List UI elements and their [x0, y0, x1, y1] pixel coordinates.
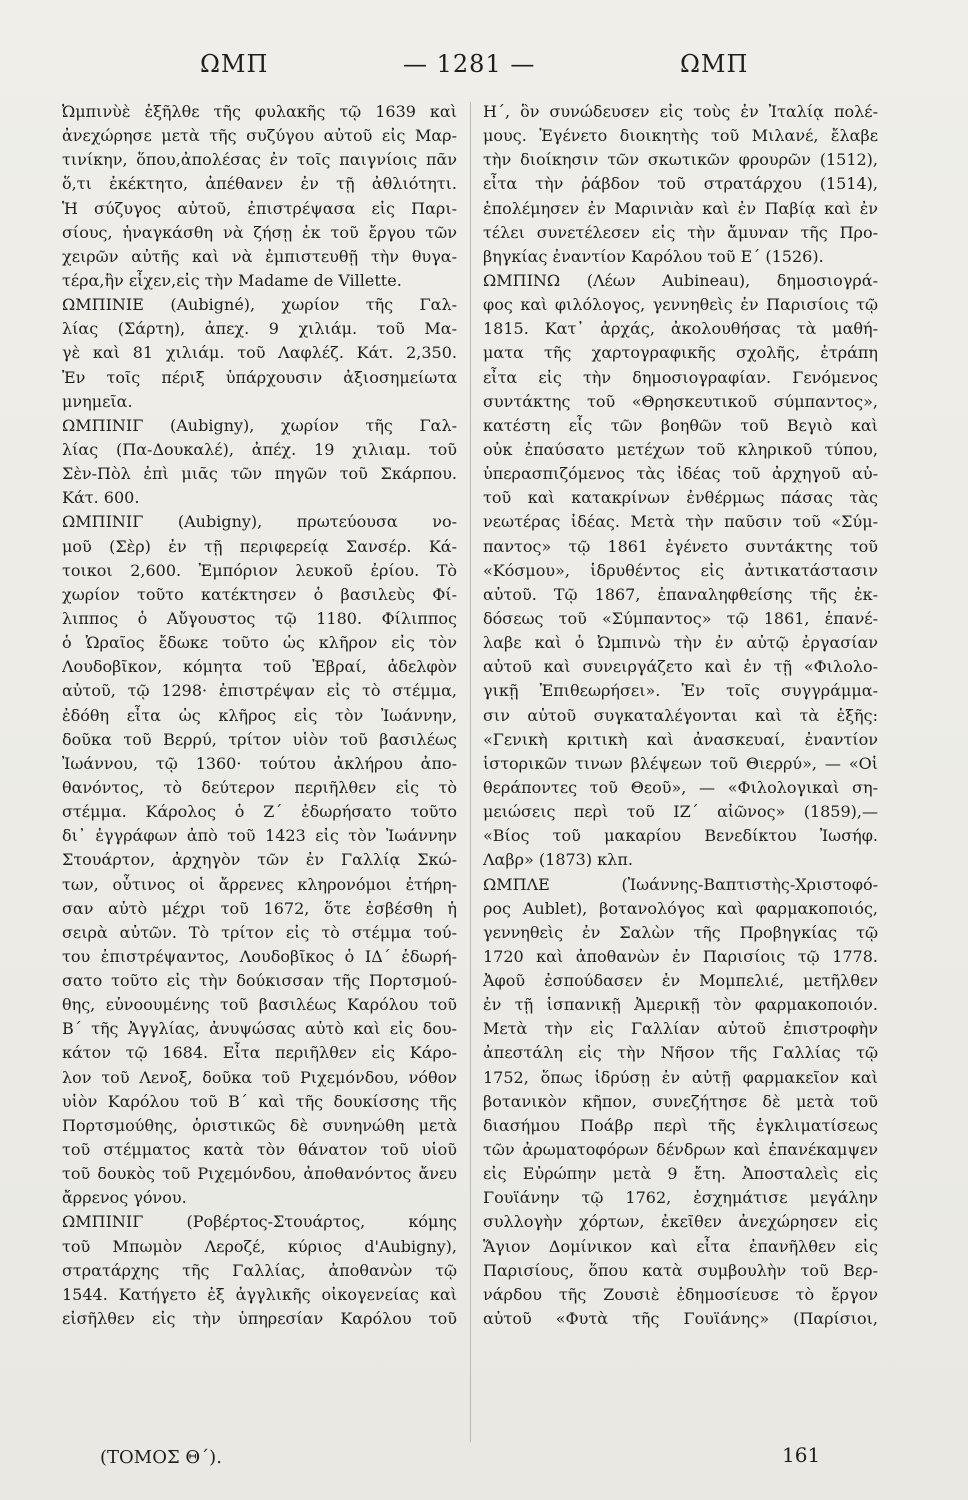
left-text-column	[62, 100, 457, 1331]
text-line: ἐν τῇ ἱσπανικῇ Ἀμερικῇ τὸν φαρμακοποιόν.	[483, 995, 878, 1015]
text-line: αὐτοῦ «Φυτὰ τῆς Γουϊάνης» (Παρίσιοι,	[483, 1309, 878, 1329]
text-line: Ἅγιον Δομίνικον καὶ εἶτα ἐπανῆλθεν εἰς	[483, 1236, 878, 1256]
text-line: ΩΜΠΛΕ (Ἰωάννης-Βαπτιστὴς-Χριστοφό-	[483, 874, 878, 894]
text-line: «Κόσμου», ἱδρυθέντος εἰς ἀντικατάστασιν	[483, 560, 878, 580]
text-line: ρος Aublet), βοτανολόγος καὶ φαρμακοποιός,	[483, 898, 878, 918]
text-line: ἄρρενος γόνου.	[62, 1188, 187, 1208]
running-header	[60, 50, 930, 90]
text-line: ματα τῆς χαρτογραφικῆς σχολῆς, ἐτράπη	[483, 343, 878, 363]
text-line: σίους, ἠναγκάσθη νὰ ζήσῃ ἐκ τοῦ ἔργου τῶν	[62, 222, 457, 242]
text-line: μους. Ἐγένετο διοικητὴς τοῦ Μιλανέ, ἔλαβε	[483, 126, 878, 146]
text-line: Λαβρ» (1873) κλπ.	[483, 850, 633, 870]
text-line: του ἐπιστρέψαντος, Λουδοβῖκος ὁ ΙΔ´ ἐδωρή-	[62, 946, 457, 966]
text-line: Κάτ. 600.	[62, 488, 140, 508]
text-line: ἐπολέμησεν ἐν Μαρινιὰν καὶ ἐν Παβίᾳ καὶ ἐν	[483, 198, 878, 218]
header-left-keyword: ΩΜΠ	[200, 50, 269, 78]
text-line: Ἀφοῦ ἐσπούδασεν ἐν Μομπελιέ, μετῆλθεν	[483, 971, 878, 991]
text-line: τῶν ἀρωματοφόρων δένδρων καὶ ἐπανέκαμψεν	[483, 1140, 878, 1160]
text-line: ΩΜΠΙΝΙΓ (Aubigny), πρωτεύουσα νο-	[62, 512, 457, 532]
text-line: θανόντος, τὸ δεύτερον περιῆλθεν εἰς τὸ	[62, 777, 457, 797]
text-line: Στουάρτον, ἀρχηγὸν τῶν ἐν Γαλλίᾳ Σκώ-	[62, 850, 457, 870]
text-line: λον τοῦ Λενοξ, δοῦκα τοῦ Ριχεμόνδου, νόθον	[62, 1067, 457, 1087]
text-line: μειώσεις περὶ τοῦ ΙΖ´ αἰῶνος» (1859),—	[483, 802, 878, 822]
text-line: ΩΜΠΙΝΙΕ (Aubigné), χωρίον τῆς Γαλ-	[62, 295, 457, 315]
text-line: θης, εὐνοουμένης τοῦ βασιλέως Καρόλου τοῦ	[62, 995, 457, 1015]
text-line: σιν αὐτοῦ συγκαταλέγονται καὶ τὰ ἑξῆς:	[483, 705, 878, 725]
text-line: νεωτέρας ἰδέας. Μετὰ τὴν παῦσιν τοῦ «Σύμ-	[483, 512, 878, 532]
text-line: 1752, ὅπως ἱδρύσῃ ἐν αὐτῇ φαρμακεῖον καὶ	[483, 1067, 878, 1087]
text-line: κάτον τῷ 1684. Εἶτα περιῆλθεν εἰς Κάρο-	[62, 1043, 457, 1063]
text-line: των, οὗτινος οἱ ἄρρενες κληρονόμοι ἐτήρη-	[62, 874, 457, 894]
text-line: λαβε καὶ ὁ Ὠμπινὼ τὴν ἐν αὐτῷ ἐργασίαν	[483, 633, 878, 653]
text-line: μνημεῖα.	[62, 391, 133, 411]
text-line: ἱστορικῶν τινων βλέψεων τοῦ Θιερρύ», — «Οἱ	[483, 753, 878, 773]
text-line: κατέστη εἷς τῶν βοηθῶν τοῦ Βεγιὸ καὶ	[483, 415, 878, 435]
text-line: δι᾿ ἐγγράφων ἀπὸ τοῦ 1423 εἰς τὸν Ἰωάννην	[62, 826, 457, 846]
text-line: εἶτα τὴν ῥάβδον τοῦ στρατάρχου (1514),	[483, 174, 878, 194]
header-right-keyword: ΩΜΠ	[680, 50, 749, 78]
text-line: σαν αὐτὸ μέχρι τοῦ 1672, ὅτε ἐσβέσθη ἡ	[62, 898, 457, 918]
text-line: στέμμα. Κάρολος ὁ Ζ´ ἐδωρήσατο τοῦτο	[62, 802, 457, 822]
text-line: παντος» τῷ 1861 ἐγένετο συντάκτης τοῦ	[483, 536, 878, 556]
column-divider	[470, 102, 471, 1442]
text-line: τοῦ στέμματος κατὰ τὸν θάνατον τοῦ υἱοῦ	[62, 1140, 457, 1160]
sheet-signature: 161	[782, 1443, 821, 1467]
text-line: 1815. Κατ᾿ ἀρχάς, ἀκολουθήσας τὰ μαθή-	[483, 319, 878, 339]
text-line: ΩΜΠΙΝΙΓ (Aubigny), χωρίον τῆς Γαλ-	[62, 415, 457, 435]
text-line: Η´, ὃν συνώδευσεν εἰς τοὺς ἐν Ἰταλίᾳ πολέ-	[483, 102, 878, 121]
text-line: ὁ Ὡραῖος ἔδωκε τοῦτο ὡς κλῆρον εἰς τὸν	[62, 633, 457, 653]
text-line: μοῦ (Σὲρ) ἐν τῇ περιφερείᾳ Σανσέρ. Κά-	[62, 536, 457, 556]
text-line: διασήμου Ποάβρ περὶ τῆς ἐγκλιματίσεως	[483, 1115, 878, 1135]
text-line: βοτανικὸν κῆπον, συνεζήτησε δὲ μετὰ τοῦ	[483, 1091, 878, 1111]
text-line: ὅ,τι ἐκέκτητο, ἀπέθανεν ἐν τῇ ἀθλιότητι.	[62, 174, 457, 194]
text-line: «Βίος τοῦ μακαρίου Βενεδίκτου Ἰωσήφ.	[483, 826, 878, 846]
text-line: γὲ καὶ 81 χιλιάμ. τοῦ Λαφλέζ. Κάτ. 2,350.	[62, 343, 457, 363]
text-line: τοῦ δουκὸς τοῦ Ριχεμόνδου, ἀποθανόντος ἄνευ	[62, 1164, 457, 1184]
text-line: φος καὶ φιλόλογος, γεννηθεὶς ἐν Παρισίοις τῷ	[483, 295, 878, 315]
text-line: λίας (Σάρτη), ἀπεχ. 9 χιλιάμ. τοῦ Μα-	[62, 319, 457, 339]
text-line: Ἡ σύζυγος αὐτοῦ, ἐπιστρέψασα εἰς Παρι-	[62, 198, 457, 218]
text-line: δοῦκα τοῦ Βερρύ, τρίτον υἱὸν τοῦ βασιλέως	[62, 729, 457, 749]
text-line: τέρα,ἣν εἶχεν,εἰς τὴν Madame de Villette.	[62, 270, 402, 290]
text-line: τοῦ Μπωμὸν Λεροζέ, κύριος d'Aubigny),	[62, 1236, 457, 1256]
text-line: θεράποντες τοῦ Θεοῦ», — «Φιλολογικαὶ ση-	[483, 777, 878, 797]
text-line: ἀνεχώρησε μετὰ τῆς συζύγου αὐτοῦ εἰς Μαρ-	[62, 126, 457, 146]
text-line: Μετὰ τὴν εἰς Γαλλίαν αὐτοῦ ἐπιστροφὴν	[483, 1019, 878, 1039]
text-line: Β´ τῆς Ἀγγλίας, ἀνυψώσας αὐτὸ καὶ εἰς δου-	[62, 1019, 457, 1039]
text-line: λίας (Πα-Δουκαλέ), ἀπέχ. 19 χιλιαμ. τοῦ	[62, 439, 457, 459]
text-line: ὑπερασπιζόμενος τὰς ἰδέας τοῦ ἀρχηγοῦ αὐ-	[483, 464, 878, 484]
text-line: Σὲν-Πὸλ ἐπὶ μιᾶς τῶν πηγῶν τοῦ Σκάρπου.	[62, 464, 457, 484]
text-line: ΩΜΠΙΝΙΓ (Ροβέρτος-Στουάρτος, κόμης	[62, 1212, 457, 1232]
text-line: τινίκην, ὅπου,ἀπολέσας ἐν τοῖς παιγνίοις πᾶν	[62, 150, 457, 170]
text-line: οὐκ ἐπαύσατο μετέχων τοῦ κληρικοῦ τύπου,	[483, 439, 878, 459]
text-line: σατο τοῦτο εἰς τὴν δούκισσαν τῆς Πορτσμού-	[62, 971, 457, 991]
text-line: Ἐν τοῖς πέριξ ὑπάρχουσιν ἀξιοσημείωτα	[62, 367, 457, 387]
text-line: νάρδου τῆς Ζουσιὲ ἐδημοσίευσε τὸ ἔργον	[483, 1284, 878, 1304]
text-line: σειρὰ αὐτῶν. Τὸ τρίτον εἰς τὸ στέμμα τού-	[62, 922, 457, 942]
text-line: τέλει συνετέλεσεν εἰς τὴν ἄμυναν τῆς Προ-	[483, 222, 878, 242]
text-line: χωρίον τοῦτο κατέκτησεν ὁ βασιλεὺς Φί-	[62, 584, 457, 604]
volume-signature: (ΤΟΜΟΣ Θ´).	[100, 1447, 222, 1468]
text-line: αὐτοῦ, τῷ 1298· ἐπιστρέψαν εἰς τὸ στέμμα,	[62, 681, 457, 701]
text-line: Ὠμπινὺὲ ἐξῆλθε τῆς φυλακῆς τῷ 1639 καὶ	[62, 102, 457, 121]
text-line: Ἰωάννου, τῷ 1360· τούτου ἀκλήρου ἀπο-	[62, 753, 457, 773]
text-line: Γουϊάνην τῷ 1762, ἐσχημάτισε μεγάλην	[483, 1188, 878, 1208]
text-line: εἰσῆλθεν εἰς τὴν ὑπηρεσίαν Καρόλου τοῦ	[62, 1309, 457, 1329]
text-line: τὴν διοίκησιν τῶν σκωτικῶν φρουρῶν (1512),	[483, 150, 878, 170]
text-line: λιππος ὁ Αὔγουστος τῷ 1180. Φίλιππος	[62, 608, 457, 628]
text-line: 1720 καὶ ἀποθανὼν ἐν Παρισίοις τῷ 1778.	[483, 946, 878, 966]
text-line: «Γενικὴ κριτικὴ καὶ ἀνασκευαί, ἐναντίον	[483, 729, 878, 749]
text-line: βηγκίας ἐναντίον Καρόλου τοῦ Ε´ (1526).	[483, 246, 824, 266]
text-line: αὐτοῦ. Τῷ 1867, ἐπαναληφθείσης τῆς ἐκ-	[483, 584, 878, 604]
text-line: Παρισίους, ὅπου κατὰ συμβουλὴν τοῦ Βερ-	[483, 1260, 878, 1280]
text-line: συντάκτης τοῦ «Θρησκευτικοῦ σύμπαντος»,	[483, 391, 878, 411]
text-line: τοικοι 2,600. Ἐμπόριον λευκοῦ ἐρίου. Τὸ	[62, 560, 457, 580]
text-line: τοῦ καὶ κατακρίνων ἐνθέρμως πάσας τὰς	[483, 488, 878, 508]
text-line: δόσεως τοῦ «Σύμπαντος» τῷ 1861, ἐπανέ-	[483, 608, 878, 628]
text-line: 1544. Κατήγετο ἐξ ἀγγλικῆς οἰκογενείας καὶ	[62, 1284, 457, 1304]
text-line: Λουδοβῖκον, κόμητα τοῦ Ἐβραί, ἀδελφὸν	[62, 657, 457, 677]
text-line: υἱὸν Καρόλου τοῦ Β´ καὶ τῆς δουκίσσης τῆς	[62, 1091, 457, 1111]
text-line: αὐτοῦ καὶ συνειργάζετο καὶ ἐν τῇ «Φιλολο-	[483, 657, 878, 677]
text-line: ἐδόθη εἶτα ὡς κλῆρος εἰς τὸν Ἰωάννην,	[62, 705, 457, 725]
text-line: στρατάρχης τῆς Γαλλίας, ἀποθανὼν τῷ	[62, 1260, 457, 1280]
text-line: εἶτα εἰς τὴν δημοσιογραφίαν. Γενόμενος	[483, 367, 878, 387]
text-line: εἰς Εὐρώπην μετὰ 9 ἔτη. Ἀποσταλεὶς εἰς	[483, 1164, 878, 1184]
text-line: γικῇ Ἐπιθεωρήσει». Ἐν τοῖς συγγράμμα-	[483, 681, 878, 701]
text-line: ΩΜΠΙΝΩ (Λέων Aubineau), δημοσιογρά-	[483, 270, 878, 290]
text-line: γεννηθεὶς ἐν Σαλὼν τῆς Προβηγκίας τῷ	[483, 922, 878, 942]
text-line: Πορτσμούθης, ὁριστικῶς δὲ συνηνώθη μετὰ	[62, 1115, 457, 1135]
page-number: — 1281 —	[403, 50, 536, 78]
right-text-column	[483, 100, 878, 1331]
text-line: χειρῶν αὐτῆς καὶ νὰ ἐμπιστευθῇ τὴν θυγα-	[62, 246, 457, 266]
text-line: ἀπεστάλη εἰς τὴν Νῆσον τῆς Γαλλίας τῷ	[483, 1043, 878, 1063]
text-line: συλλογὴν χόρτων, ἐκεῖθεν ἀνεχώρησεν εἰς	[483, 1212, 878, 1232]
